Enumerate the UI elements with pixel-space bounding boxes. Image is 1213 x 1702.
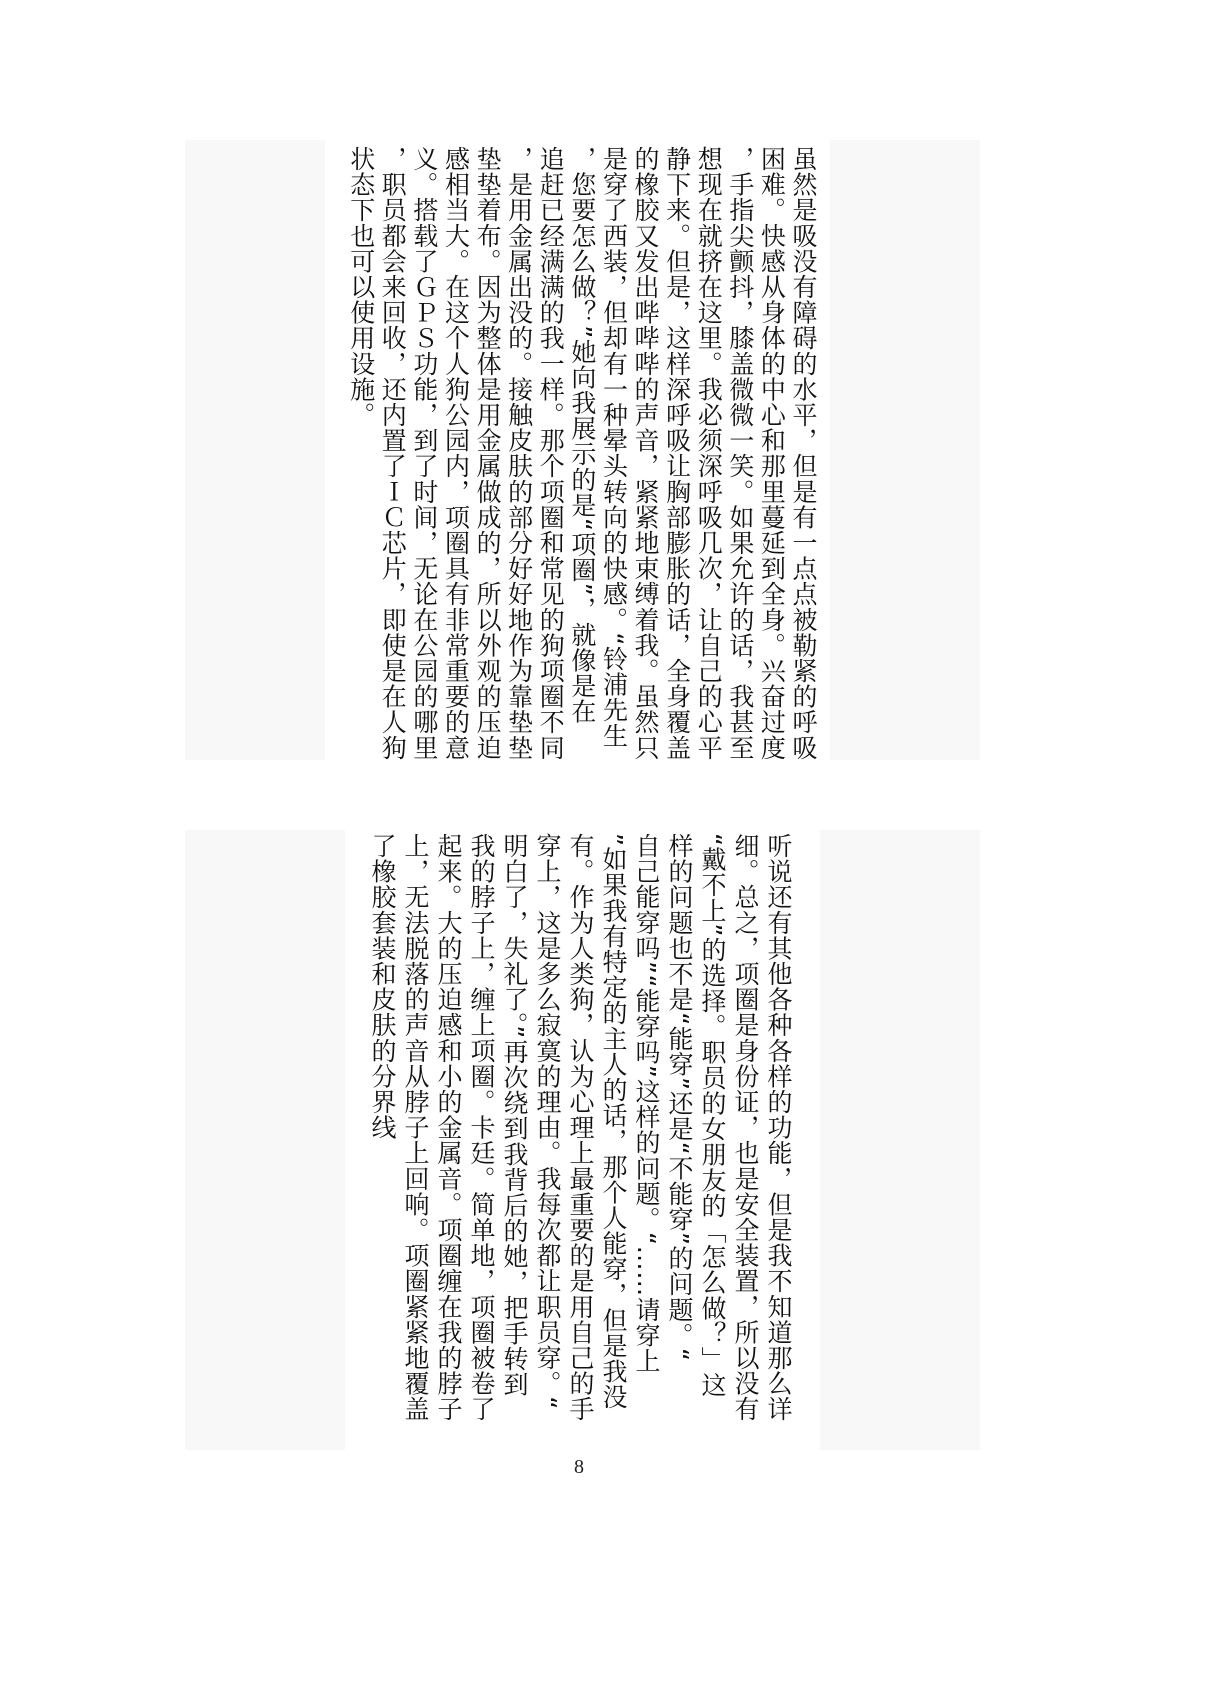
bleed-through-left-bottom <box>185 830 345 1450</box>
text-column: 是穿了西装，但却有一种晕头转向的快感。“铃浦先生 <box>599 146 629 749</box>
text-column: 穿上，这是多么寂寞的理由。我每次都让职员穿。“ <box>533 833 562 1410</box>
bleed-through-left-top <box>185 140 325 760</box>
text-column: 状态下也可以使用设施。 <box>346 146 376 428</box>
text-column: 上，无法脱落的声音从脖子上回响。项圈紧紧地覆盖 <box>401 833 430 1422</box>
text-column: ，职员都会来回收，还内置了ＩＣ芯片，即使是在人狗 <box>378 146 408 761</box>
text-column: 感相当大。在这个人狗公园内，项圈具有非常重要的意 <box>441 146 471 761</box>
text-column: 听说还有其他各种各样的功能，但是我不知道那么详 <box>764 833 793 1422</box>
text-column: 我的脖子上，缠上项圈。卡廷。简单地，项圈被卷了 <box>467 833 496 1422</box>
text-column: 垫垫着布。因为整体是用金属做成的，所以外观的压迫 <box>473 146 503 761</box>
text-column: 明白了，失礼了。”再次绕到我背后的她，把手转到 <box>500 833 529 1398</box>
text-column: ，您要怎么做？”她向我展示的是“项圈”，就像是在 <box>567 146 597 725</box>
text-column: ，手指尖颤抖，膝盖微微一笑。如果允许的话，我甚至 <box>725 146 755 761</box>
text-column: 样的问题也不是“能穿”还是“不能穿”的问题。“ <box>665 833 694 1362</box>
text-column: ，是用金属出没的。接触皮肤的部分好好地作为靠垫垫 <box>504 146 534 761</box>
text-column: ”如果我有特定的主人的话，那个人能穿，但是我没 <box>599 833 628 1410</box>
text-column: 的橡胶又发出哔哔哔的声音，紧紧地束缚着我。虽然只 <box>631 146 661 761</box>
text-column: “戴不上”的选择。职员的女朋友的「怎么做？」这 <box>698 833 727 1398</box>
text-column: 细。总之，项圈是身份证，也是安全装置，所以没有 <box>731 833 760 1422</box>
text-column: 义。搭载了ＧＰＳ功能，到了时间，无论在公园的哪里 <box>409 146 439 761</box>
bottom-text-block <box>366 833 795 1453</box>
text-column: 自己能穿吗”“能穿吗”这样的问题。“……请穿上 <box>632 833 661 1374</box>
bleed-through-right-bottom <box>820 830 980 1450</box>
text-column: 起来。大的压迫感和小的金属音。项圈缠在我的脖子 <box>434 833 463 1422</box>
text-column: 有。作为人类狗，认为心理上最重要的是用自己的手 <box>566 833 595 1422</box>
text-column: 虽然是吸没有障碍的水平，但是有一点点被勒紧的呼吸 <box>789 146 818 761</box>
bleed-through-right-top <box>830 140 980 760</box>
text-column: 追赶已经满满的我一样。那个项圈和常见的狗项圈不同 <box>536 146 566 761</box>
text-column: 了橡胶套装和皮肤的分界线 <box>368 833 397 1141</box>
text-column: 静下来。但是，这样深呼吸让胸部膨胀的话，全身覆盖 <box>662 146 692 761</box>
top-text-block <box>345 146 819 766</box>
text-column: 困难。快感从身体的中心和那里蔓延到全身。兴奋过度 <box>757 146 787 761</box>
text-column: 想现在就挤在这里。我必须深呼吸几次，让自己的心平 <box>694 146 724 761</box>
page-number: 8 <box>574 1456 584 1478</box>
